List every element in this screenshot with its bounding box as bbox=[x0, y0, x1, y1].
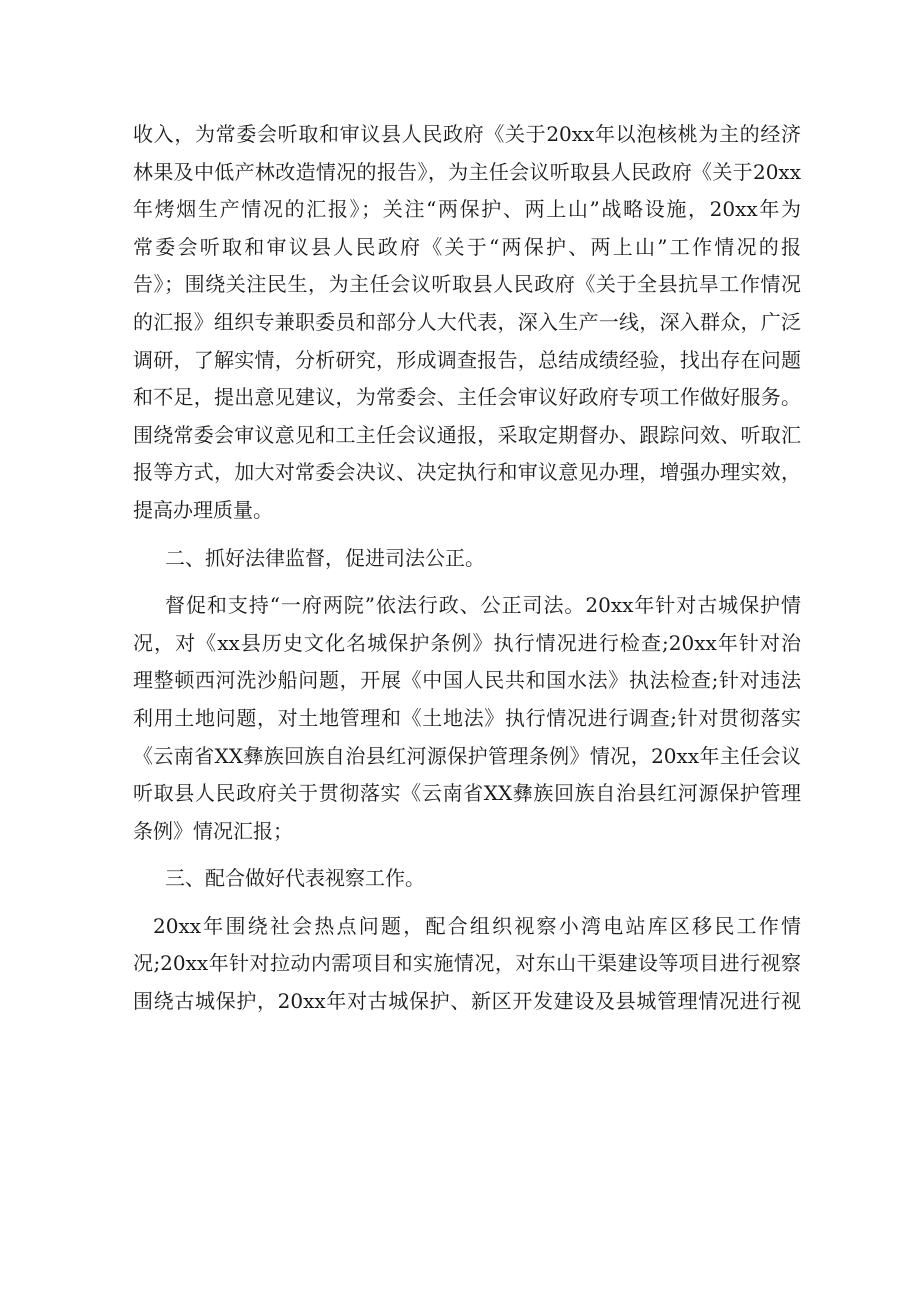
text-line: 督促和支持“一府两院”依法行政、公正司法。20xx年针对古城保护情 bbox=[165, 593, 801, 618]
text-line: 理整顿西河洗沙船问题，开展《中国人民共和国水法》执法检查;针对违法 bbox=[133, 668, 801, 693]
text-line: 况，对《xx县历史文化名城保护条例》执行情况进行检查;20xx年针对治 bbox=[133, 630, 801, 655]
paragraph-gap bbox=[133, 898, 801, 908]
text-line: 收入，为常委会听取和审议县人民政府《关于20xx年以泡核桃为主的经济 bbox=[133, 122, 801, 146]
text-line: 20xx年围绕社会热点问题，配合组织视察小湾电站库区移民工作情 bbox=[153, 913, 801, 938]
paragraph-gap bbox=[133, 577, 801, 587]
text-line: 报等方式，加大对常委会决议、决定执行和审议意见办理，增强办理实效， bbox=[133, 460, 801, 485]
text-line: 提高办理质量。 bbox=[133, 497, 273, 522]
text-line: 和不足，提出意见建议，为常委会、主任会审议好政府专项工作做好服务。 bbox=[133, 385, 801, 410]
text-line: 林果及中低产林改造情况的报告》，为主任会议听取县人民政府《关于20xx bbox=[133, 159, 801, 184]
paragraph-gap bbox=[133, 850, 801, 860]
document-body bbox=[133, 116, 801, 1021]
text-line: 告》；围绕关注民生，为主任会议听取县人民政府《关于全县抗旱工作情况 bbox=[133, 272, 801, 297]
text-line: 条例》情况汇报； bbox=[133, 818, 293, 843]
text-line: 围绕古城保护，20xx年对古城保护、新区开发建设及县城管理情况进行视 bbox=[133, 989, 801, 1014]
text-line: 的汇报》组织专兼职委员和部分人大代表，深入生产一线，深入群众，广泛 bbox=[133, 309, 801, 334]
text-line: 《云南省XX彝族回族自治县红河源保护管理条例》情况，20xx年主任会议 bbox=[133, 743, 801, 768]
section-heading: 三、配合做好代表视察工作。 bbox=[165, 866, 425, 891]
text-line: 况;20xx年针对拉动内需项目和实施情况，对东山干渠建设等项目进行视察 bbox=[133, 951, 801, 976]
text-line: 调研，了解实情，分析研究，形成调查报告，总结成绩经验，找出存在问题 bbox=[133, 347, 801, 372]
text-line: 利用土地问题，对土地管理和《土地法》执行情况进行调查;针对贯彻落实 bbox=[133, 705, 801, 730]
text-line: 常委会听取和审议县人民政府《关于“两保护、两上山”工作情况的报 bbox=[133, 234, 801, 259]
text-line: 听取县人民政府关于贯彻落实《云南省XX彝族回族自治县红河源保护管理 bbox=[133, 781, 801, 806]
text-line: 年烤烟生产情况的汇报》；关注“两保护、两上山”战略设施，20xx年为 bbox=[133, 197, 801, 222]
section-heading: 二、抓好法律监督，促进司法公正。 bbox=[165, 545, 485, 570]
text-line: 围绕常委会审议意见和工主任会议通报，采取定期督办、跟踪问效、听取汇 bbox=[133, 422, 801, 447]
paragraph-gap bbox=[133, 530, 801, 540]
